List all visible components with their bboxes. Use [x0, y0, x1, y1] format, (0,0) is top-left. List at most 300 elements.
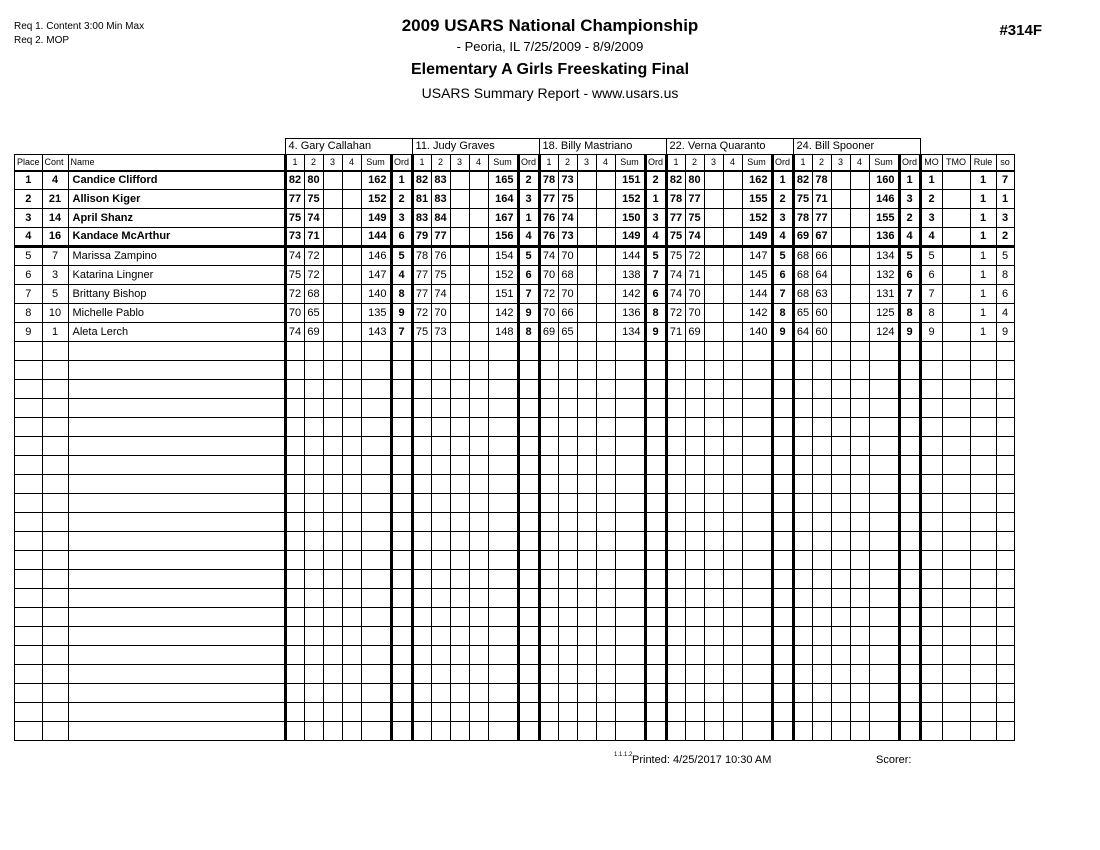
empty-cell — [577, 380, 596, 399]
empty-cell — [723, 532, 742, 551]
empty-cell — [685, 684, 704, 703]
empty-cell — [68, 589, 285, 608]
empty-cell — [704, 551, 723, 570]
empty-cell — [469, 418, 488, 437]
empty-cell — [996, 475, 1014, 494]
empty-cell — [742, 418, 772, 437]
empty-cell — [539, 646, 558, 665]
mo-cell: 2 — [920, 190, 942, 209]
mo-cell: 6 — [920, 266, 942, 285]
ord-cell: 3 — [518, 190, 539, 209]
empty-cell — [15, 513, 43, 532]
tmo-cell — [942, 171, 970, 190]
empty-cell — [304, 570, 323, 589]
empty-cell — [742, 399, 772, 418]
empty-cell — [772, 513, 793, 532]
mo-cell: 3 — [920, 209, 942, 228]
mo-cell: 4 — [920, 228, 942, 247]
empty-cell — [615, 475, 645, 494]
score-cell: 68 — [793, 285, 812, 304]
empty-cell — [772, 399, 793, 418]
empty-cell — [361, 380, 391, 399]
empty-cell — [15, 456, 43, 475]
empty-row — [15, 399, 1015, 418]
ord-cell: 3 — [645, 209, 666, 228]
score-cell: 75 — [558, 190, 577, 209]
score-cell: 74 — [666, 285, 685, 304]
empty-cell — [812, 665, 831, 684]
column-header-4: 4 — [342, 155, 361, 171]
empty-cell — [666, 570, 685, 589]
empty-row — [15, 589, 1015, 608]
score-cell — [596, 171, 615, 190]
empty-cell — [615, 437, 645, 456]
empty-cell — [742, 722, 772, 741]
empty-cell — [304, 342, 323, 361]
score-cell: 75 — [285, 209, 304, 228]
empty-cell — [645, 361, 666, 380]
empty-cell — [68, 646, 285, 665]
empty-cell — [942, 646, 970, 665]
empty-cell — [899, 570, 920, 589]
empty-cell — [723, 646, 742, 665]
empty-cell — [577, 646, 596, 665]
tmo-cell — [942, 323, 970, 342]
score-cell: 78 — [793, 209, 812, 228]
empty-cell — [450, 399, 469, 418]
sum-cell: 164 — [488, 190, 518, 209]
score-cell — [831, 171, 850, 190]
empty-cell — [488, 437, 518, 456]
ord-cell: 7 — [772, 285, 793, 304]
empty-cell — [899, 456, 920, 475]
ord-cell: 1 — [391, 171, 412, 190]
column-header-place: Place — [15, 155, 43, 171]
empty-cell — [15, 684, 43, 703]
empty-cell — [361, 722, 391, 741]
empty-cell — [812, 570, 831, 589]
empty-cell — [723, 494, 742, 513]
empty-cell — [970, 532, 996, 551]
empty-cell — [68, 513, 285, 532]
empty-cell — [645, 589, 666, 608]
empty-cell — [850, 684, 869, 703]
empty-cell — [518, 684, 539, 703]
empty-cell — [772, 494, 793, 513]
empty-cell — [793, 418, 812, 437]
empty-cell — [685, 361, 704, 380]
empty-cell — [704, 665, 723, 684]
cont-cell: 21 — [42, 190, 68, 209]
empty-cell — [596, 361, 615, 380]
so-cell: 4 — [996, 304, 1014, 323]
empty-cell — [970, 418, 996, 437]
empty-cell — [15, 361, 43, 380]
rule-cell: 1 — [970, 228, 996, 247]
empty-cell — [793, 703, 812, 722]
score-cell — [850, 190, 869, 209]
score-cell — [469, 247, 488, 266]
so-cell: 6 — [996, 285, 1014, 304]
empty-cell — [412, 665, 431, 684]
score-cell: 73 — [558, 228, 577, 247]
empty-cell — [391, 589, 412, 608]
empty-cell — [577, 627, 596, 646]
empty-cell — [942, 418, 970, 437]
empty-cell — [15, 532, 43, 551]
empty-cell — [42, 627, 68, 646]
empty-cell — [412, 494, 431, 513]
empty-cell — [518, 494, 539, 513]
empty-cell — [942, 570, 970, 589]
empty-cell — [812, 608, 831, 627]
ord-cell: 6 — [645, 285, 666, 304]
empty-cell — [685, 627, 704, 646]
score-cell — [831, 285, 850, 304]
empty-cell — [704, 513, 723, 532]
empty-cell — [431, 513, 450, 532]
empty-cell — [812, 399, 831, 418]
score-cell — [850, 228, 869, 247]
report-footer — [14, 752, 1045, 772]
empty-cell — [723, 437, 742, 456]
empty-cell — [920, 551, 942, 570]
empty-cell — [361, 627, 391, 646]
empty-cell — [615, 627, 645, 646]
score-cell: 82 — [285, 171, 304, 190]
empty-cell — [518, 570, 539, 589]
cont-cell: 7 — [42, 247, 68, 266]
empty-cell — [361, 684, 391, 703]
sum-cell: 147 — [361, 266, 391, 285]
empty-cell — [42, 532, 68, 551]
score-cell — [723, 247, 742, 266]
empty-cell — [850, 418, 869, 437]
empty-cell — [812, 456, 831, 475]
score-cell: 71 — [812, 190, 831, 209]
rule-cell: 1 — [970, 171, 996, 190]
empty-cell — [899, 437, 920, 456]
empty-cell — [285, 722, 304, 741]
so-cell: 8 — [996, 266, 1014, 285]
empty-cell — [850, 589, 869, 608]
empty-cell — [596, 570, 615, 589]
sum-cell: 145 — [742, 266, 772, 285]
empty-cell — [920, 608, 942, 627]
ord-cell: 2 — [899, 209, 920, 228]
empty-cell — [793, 722, 812, 741]
empty-cell — [666, 494, 685, 513]
empty-cell — [450, 608, 469, 627]
score-cell — [323, 190, 342, 209]
empty-cell — [412, 589, 431, 608]
empty-cell — [323, 437, 342, 456]
empty-cell — [304, 703, 323, 722]
judge-name-header: 4. Gary Callahan — [285, 139, 412, 155]
empty-cell — [469, 475, 488, 494]
cont-cell: 1 — [42, 323, 68, 342]
empty-cell — [666, 475, 685, 494]
empty-row — [15, 513, 1015, 532]
empty-cell — [412, 684, 431, 703]
score-cell — [323, 266, 342, 285]
empty-cell — [899, 532, 920, 551]
sum-cell: 144 — [361, 228, 391, 247]
empty-cell — [996, 532, 1014, 551]
column-header-rule: Rule — [970, 155, 996, 171]
empty-cell — [68, 418, 285, 437]
empty-cell — [558, 665, 577, 684]
empty-cell — [304, 608, 323, 627]
empty-cell — [793, 665, 812, 684]
empty-cell — [645, 684, 666, 703]
table-row — [15, 323, 1015, 342]
score-cell: 75 — [304, 190, 323, 209]
empty-cell — [831, 418, 850, 437]
empty-cell — [942, 684, 970, 703]
column-header-3: 3 — [831, 155, 850, 171]
name-cell: Marissa Zampino — [68, 247, 285, 266]
score-cell — [323, 323, 342, 342]
sum-cell: 152 — [615, 190, 645, 209]
ord-cell: 4 — [772, 228, 793, 247]
ord-cell: 3 — [391, 209, 412, 228]
score-cell: 70 — [539, 266, 558, 285]
sum-cell: 155 — [869, 209, 899, 228]
empty-cell — [68, 494, 285, 513]
empty-cell — [793, 608, 812, 627]
empty-cell — [323, 532, 342, 551]
empty-cell — [450, 684, 469, 703]
score-cell: 72 — [666, 304, 685, 323]
empty-cell — [558, 342, 577, 361]
empty-cell — [15, 437, 43, 456]
empty-cell — [488, 703, 518, 722]
score-cell — [850, 323, 869, 342]
empty-cell — [391, 665, 412, 684]
empty-cell — [970, 494, 996, 513]
score-cell: 82 — [793, 171, 812, 190]
empty-cell — [831, 456, 850, 475]
empty-cell — [68, 627, 285, 646]
place-cell: 6 — [15, 266, 43, 285]
so-cell: 7 — [996, 171, 1014, 190]
empty-cell — [285, 532, 304, 551]
empty-cell — [615, 703, 645, 722]
empty-cell — [742, 627, 772, 646]
empty-cell — [391, 703, 412, 722]
score-cell — [596, 266, 615, 285]
empty-cell — [342, 494, 361, 513]
empty-cell — [869, 494, 899, 513]
name-cell: April Shanz — [68, 209, 285, 228]
empty-cell — [812, 494, 831, 513]
empty-cell — [68, 665, 285, 684]
empty-cell — [596, 722, 615, 741]
empty-cell — [469, 646, 488, 665]
empty-cell — [539, 399, 558, 418]
empty-cell — [412, 532, 431, 551]
empty-cell — [488, 513, 518, 532]
empty-cell — [869, 437, 899, 456]
empty-cell — [68, 342, 285, 361]
empty-cell — [812, 475, 831, 494]
empty-cell — [361, 456, 391, 475]
empty-cell — [285, 570, 304, 589]
empty-cell — [704, 684, 723, 703]
empty-cell — [539, 532, 558, 551]
empty-cell — [323, 646, 342, 665]
empty-cell — [831, 722, 850, 741]
title-block — [0, 16, 1100, 101]
score-cell — [450, 247, 469, 266]
empty-cell — [793, 551, 812, 570]
rule-cell: 1 — [970, 247, 996, 266]
empty-cell — [850, 475, 869, 494]
empty-cell — [518, 342, 539, 361]
tmo-cell — [942, 266, 970, 285]
sum-cell: 152 — [488, 266, 518, 285]
empty-cell — [920, 570, 942, 589]
empty-cell — [812, 418, 831, 437]
empty-cell — [558, 418, 577, 437]
empty-cell — [431, 380, 450, 399]
score-cell — [596, 247, 615, 266]
empty-cell — [342, 665, 361, 684]
column-header-1: 1 — [285, 155, 304, 171]
score-cell: 84 — [431, 209, 450, 228]
empty-cell — [742, 494, 772, 513]
empty-cell — [518, 665, 539, 684]
empty-cell — [412, 399, 431, 418]
empty-cell — [15, 627, 43, 646]
score-cell: 75 — [685, 209, 704, 228]
empty-cell — [615, 589, 645, 608]
empty-cell — [772, 437, 793, 456]
score-cell — [704, 304, 723, 323]
score-cell: 82 — [666, 171, 685, 190]
requirement-2: Req 2. MOP — [14, 35, 70, 46]
empty-cell — [742, 437, 772, 456]
empty-cell — [342, 570, 361, 589]
score-cell: 77 — [285, 190, 304, 209]
ord-cell: 9 — [645, 323, 666, 342]
empty-cell — [15, 722, 43, 741]
empty-cell — [342, 342, 361, 361]
empty-cell — [869, 684, 899, 703]
empty-cell — [304, 722, 323, 741]
empty-cell — [361, 513, 391, 532]
empty-cell — [469, 608, 488, 627]
tmo-cell — [942, 209, 970, 228]
empty-cell — [772, 703, 793, 722]
empty-cell — [685, 456, 704, 475]
empty-cell — [518, 627, 539, 646]
empty-cell — [869, 551, 899, 570]
empty-cell — [285, 627, 304, 646]
judge-header-row — [15, 139, 1015, 155]
sum-cell: 152 — [742, 209, 772, 228]
empty-cell — [323, 494, 342, 513]
empty-cell — [970, 475, 996, 494]
ord-cell: 4 — [391, 266, 412, 285]
empty-row — [15, 627, 1015, 646]
empty-cell — [518, 532, 539, 551]
place-cell: 8 — [15, 304, 43, 323]
empty-cell — [342, 722, 361, 741]
score-cell — [323, 285, 342, 304]
empty-cell — [615, 532, 645, 551]
score-cell: 78 — [539, 171, 558, 190]
empty-cell — [558, 399, 577, 418]
empty-cell — [361, 437, 391, 456]
score-cell: 72 — [304, 247, 323, 266]
table-row — [15, 285, 1015, 304]
sum-cell: 160 — [869, 171, 899, 190]
so-cell: 2 — [996, 228, 1014, 247]
empty-cell — [323, 380, 342, 399]
empty-cell — [342, 627, 361, 646]
empty-cell — [42, 361, 68, 380]
empty-cell — [488, 646, 518, 665]
empty-cell — [996, 665, 1014, 684]
rule-cell: 1 — [970, 209, 996, 228]
score-cell: 78 — [412, 247, 431, 266]
score-cell — [831, 190, 850, 209]
sum-cell: 144 — [615, 247, 645, 266]
empty-cell — [469, 627, 488, 646]
empty-cell — [15, 608, 43, 627]
score-cell: 66 — [812, 247, 831, 266]
empty-cell — [488, 418, 518, 437]
empty-cell — [469, 703, 488, 722]
empty-cell — [970, 361, 996, 380]
table-row — [15, 266, 1015, 285]
empty-cell — [596, 418, 615, 437]
empty-cell — [793, 646, 812, 665]
empty-cell — [15, 703, 43, 722]
empty-cell — [645, 703, 666, 722]
tmo-cell — [942, 228, 970, 247]
empty-cell — [539, 418, 558, 437]
empty-cell — [488, 456, 518, 475]
score-cell — [342, 209, 361, 228]
empty-cell — [920, 418, 942, 437]
empty-cell — [304, 456, 323, 475]
sum-cell: 142 — [488, 304, 518, 323]
empty-cell — [869, 475, 899, 494]
empty-cell — [450, 361, 469, 380]
empty-cell — [812, 646, 831, 665]
empty-cell — [869, 418, 899, 437]
empty-cell — [723, 342, 742, 361]
empty-cell — [412, 646, 431, 665]
column-header-tmo: TMO — [942, 155, 970, 171]
empty-cell — [323, 665, 342, 684]
score-cell: 72 — [685, 247, 704, 266]
empty-cell — [488, 684, 518, 703]
header-spacer-left — [15, 139, 286, 155]
empty-cell — [391, 646, 412, 665]
score-cell — [450, 285, 469, 304]
empty-cell — [772, 684, 793, 703]
sum-cell: 140 — [361, 285, 391, 304]
empty-cell — [577, 418, 596, 437]
empty-cell — [685, 646, 704, 665]
empty-cell — [558, 513, 577, 532]
score-cell: 66 — [558, 304, 577, 323]
empty-cell — [942, 342, 970, 361]
